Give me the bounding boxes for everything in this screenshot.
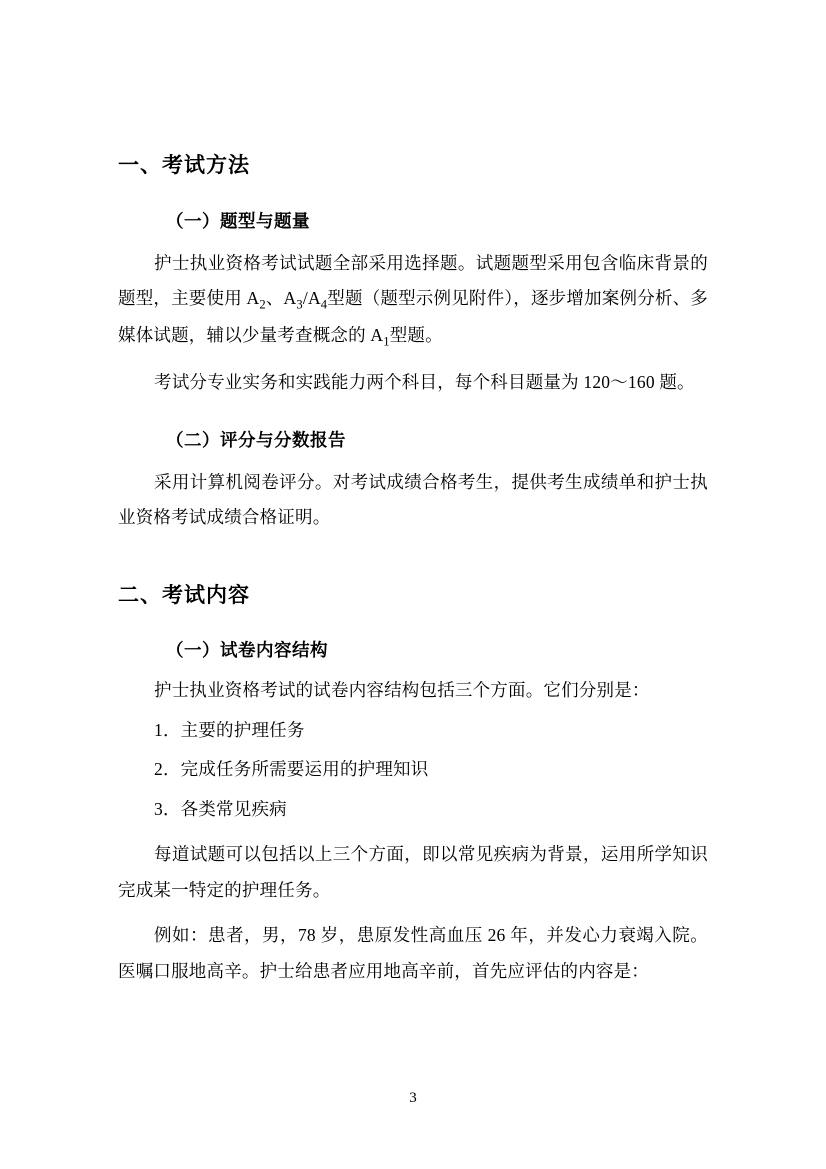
list-item-1: 1．主要的护理任务 xyxy=(154,719,305,740)
subscript-2: 2 xyxy=(259,297,266,312)
section-heading-2: 二、考试内容 xyxy=(118,582,250,607)
paragraph-1-1-1: 护士执业资格考试试题全部采用选择题。试题题型采用包含临床背景的题型，主要使用 $A_2$、$A_3/A_4$型题（题型示例见附件），逐步增加案例分析、多媒体试题，辅以少量考查概念的 $A_1$型题。 xyxy=(118,252,708,349)
section-heading-1: 一、考试方法 xyxy=(118,153,250,177)
paragraph-1-2-1: 采用计算机阅卷评分。对考试成绩合格考生，提供考生成绩单和护士执业资格考试成绩合格证明。 xyxy=(118,471,708,528)
subscript-3: 3 xyxy=(296,297,303,312)
list-item-2: 2．完成任务所需要运用的护理知识 xyxy=(154,759,429,780)
page-number: 3 xyxy=(409,1090,417,1106)
subsection-heading-1-1: （一）题型与题量 xyxy=(166,211,310,232)
paragraph-2-1-2: 每道试题可以包括以上三个方面，即以常见疾病为背景，运用所学知识完成某一特定的护理任务。 xyxy=(118,844,708,900)
subscript-1: 1 xyxy=(383,334,390,349)
list-item-3: 3．各类常见疾病 xyxy=(154,798,287,819)
paragraph-1-1-2: 考试分专业实务和实践能力两个科目，每个科目题量为 120～160 题。 xyxy=(154,372,695,393)
subsection-heading-2-1: （一）试卷内容结构 xyxy=(166,641,328,662)
subsection-heading-1-2: （二）评分与分数报告 xyxy=(166,430,346,451)
paragraph-2-1-3: 例如：患者，男，78 岁，患原发性高血压 26 年，并发心力衰竭入院。医嘱口服地高辛。护士给患者应用地高辛前，首先应评估的内容是： xyxy=(118,925,708,981)
paragraph-2-1-1: 护士执业资格考试的试卷内容结构包括三个方面。它们分别是： xyxy=(154,680,650,701)
subscript-4: 4 xyxy=(320,297,328,312)
